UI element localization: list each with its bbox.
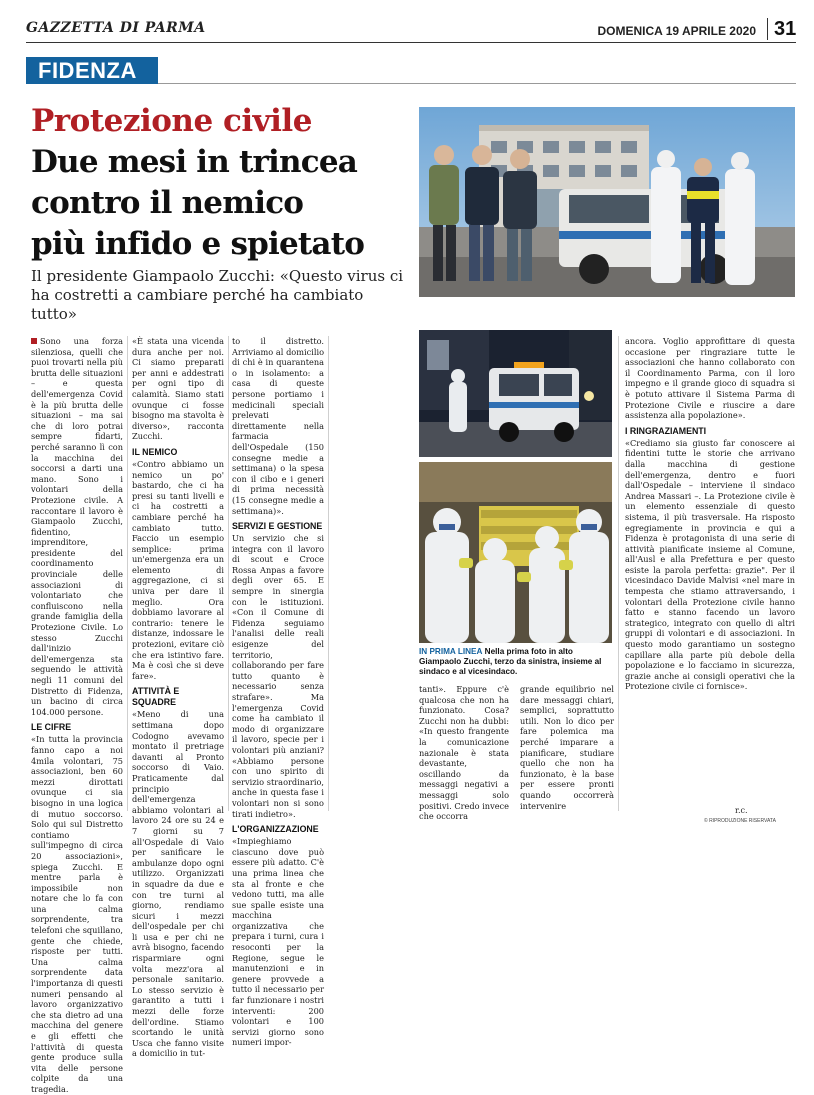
- body-paragraph: ancora. Voglio approfittare di questa occasione per ringraziare tutte le associazioni che hanno collaborato con il Coordinamento Parma, con il loro impegno e il grande gioco di squadra si è potuto attivare il Sistema Parma di Protezione Civile e riuscire a dare assistenza alla popolazione».: [625, 336, 795, 421]
- photo-group-vehicle: [419, 107, 795, 297]
- article-column-2: [132, 336, 224, 1059]
- article-column-4a: [419, 684, 509, 822]
- column-divider: [127, 336, 128, 811]
- copyright-notice: © RIPRODUZIONE RISERVATA: [704, 818, 776, 824]
- column-divider: [328, 336, 329, 811]
- author-signature: r.c.: [735, 806, 748, 815]
- subhead-organizzazione: L'ORGANIZZAZIONE: [232, 824, 319, 835]
- body-paragraph: «Meno di una settimana dopo Codogno avevamo montato il pretriage davanti al Pronto soccorso di Vaio. Praticamente dal principio dell'emergenza abbiamo volontari al lavoro 24 ore su 24 e 7 giorni su 7 all'Ospedale di Vaio per sanificare le ambulanze dopo ogni utilizzo. Organizzati in squadre da due e con tre turni al giorno, rendiamo sicuri i mezzi dell'ospedale per chi li usa e per chi ne avrà bisogno, facendo risparmiare ogni volta mezz'ora al personale sanitario. Lo stesso servizio è garantito a tutti i mezzi delle forze dell'ordine. Stiamo scortando le unità Usca che fanno visite a domicilio in tut-: [132, 709, 224, 1059]
- photo-volunteers-suits: [419, 462, 612, 643]
- article-column-5: [625, 336, 795, 692]
- body-paragraph: Un servizio che si integra con il lavoro di scout e Croce Rossa Anpas a favore degli over 65. E sempre in sinergia con le istituzioni. «Con il Comune di Fidenza seguiamo l'analisi delle reali esigenze del territorio, collaborando per fare tutto quanto è necessario senza strafare». Ma l'emergenza Covid come ha cambiato il modo di organizzare il lavoro, specie per i volontari più anziani? «Abbiamo persone con uno spirito di servizio straordinario, anche in questa fase i volontari non si sono tirati indietro».: [232, 533, 324, 819]
- subhead-il-nemico: IL NEMICO: [132, 446, 178, 457]
- section-label: FIDENZA: [26, 57, 158, 84]
- body-paragraph: Sono una forza silenziosa, quelli che puoi trovarti nella più brutta delle situazioni – e questa dell'emergenza Covid è la più brutta delle situazioni – ma sai che di loro potrai sempre fidarti, perché saranno lì con la macchina dei soccorsi a darti una mano. Sono i volontari della Protezione civile. A raccontare il lavoro è Giampaolo Zucchi, fidentino, imprenditore, presidente del coordinamento provinciale delle associazioni di volontariato che confluiscono nella grande famiglia della Protezione Civile. Lo stesso Zucchi dall'inizio dell'emergenza sta seguendo le attività negli 11 comuni del Distretto di Fidenza, un bacino di circa 104.000 persone.: [31, 336, 123, 717]
- body-paragraph: «Crediamo sia giusto far conoscere ai fidentini tutte le storie che arrivano dalla macchina di gestione dell'emergenza, dentro e fuori dall'Ospedale – interviene il sindaco Andrea Massari –. La Protezione civile è un elemento essenziale di questo sistema, il più trasversale. Ha risposto egregiamente in provincia e qui a Fidenza è protagonista di una serie di attività pianificate insieme al Comune, all'Ausl e alla Prefettura e per questo esiste la parola perfetta: grazie". Per il vicesindaco Davide Malvisi «nel mare in tempesta che stiamo attraversando, i volontari della Protezione civile hanno fatto e stanno facendo un lavoro strategico, integrato con quello di altri gruppi di volontari e di associazioni. In questo modo garantiamo un sostegno capillare alla parte più debole della popolazione e lo facciamo in sicurezza, grazie anche ai consigli operativi che la Protezione civile ci fornisce».: [625, 437, 795, 692]
- section-rule: [158, 83, 796, 84]
- body-paragraph: «In tutta la provincia fanno capo a noi 4mila volontari, 75 associazioni, ben 60 mezzi dirottati ovunque ci sia bisogno in una logica di mutuo soccorso. Solo qui sul Distretto contiamo sull'impegno di circa 20 associazioni», spiega Zucchi. E mentre parla è impossibile non notare che lo fa con una calma sorprendente, tra telefoni che squillano, gente che chiede, risposte per tutti. Una calma sorprendente data l'importanza di questi numeri pensando al lavoro organizzativo che sta dietro ad una macchina del genere e gli effetti che l'attività di questa gente produce sulla vita delle persone colpite da una tragedia.: [31, 734, 123, 1094]
- subhead-le-cifre: LE CIFRE: [31, 722, 72, 733]
- body-paragraph: tanti». Eppure c'è qualcosa che non ha funzionato. Cosa? Zucchi non ha dubbi: «In questo frangente la comunicazione nazionale è stata devastante, oscillando da messaggi negativi a messaggi solo positivi. Credo invece che occorra: [419, 684, 509, 822]
- article-column-4b: [520, 684, 614, 811]
- body-paragraph: «Impieghiamo ciascuno dove può essere più adatto. C'è una prima linea che sta al fronte e che vedono tutti, ma alle sue spalle esiste una macchina organizzativa che prepara i turni, cura i resoconti per la Regione, segue le manutenzioni e in genere provvede a tutto il necessario per far funzionare i nostri interventi: 200 volontari e 100 servizi giorno sono numeri impor-: [232, 836, 324, 1048]
- article-headline: [31, 142, 364, 265]
- body-paragraph: «È stata una vicenda dura anche per noi. Ci siamo preparati per anni e addestrati per ogni tipo di calamità. Siamo stati ovunque ci fosse bisogno ma stavolta è diverso», racconta Zucchi.: [132, 336, 224, 442]
- masthead-logo: GAZZETTA DI PARMA: [26, 20, 206, 36]
- header-rule: [26, 42, 796, 43]
- article-standfirst: Il presidente Giampaolo Zucchi: «Questo virus ci ha costretti a cambiare perché ha cambiato tutto»: [31, 267, 404, 323]
- photo-caption: [419, 647, 614, 677]
- subhead-attivita-squadre: ATTIVITÀ E SQUADRE: [132, 686, 180, 708]
- column-divider: [618, 336, 619, 811]
- headline-line: Due mesi in trincea: [31, 144, 358, 180]
- body-paragraph: to il distretto. Arriviamo al domicilio di chi è in quarantena o in isolamento: a casa di queste persone portiamo i medicinali speciali prelevati direttamente nella farmacia dell'Ospedale (150 consegne medie a settimana) o la spesa con il cibo e i generi di prima necessità (15 consegne medie a settimana)».: [232, 336, 324, 516]
- body-paragraph: «Contro abbiamo un nemico un po' bastardo, che ci ha presi su tanti livelli e ci ha costretti a cambiare perché ha cambiato tutto. Faccio un esempio semplice: prima un'emergenza era un elemento di aggregazione, ci si univa per dare il meglio. Ora dobbiamo lavorare al contrario: tenere le distanze, indossare le protezioni, evitare ciò che era istintivo fare. Ma è così che si deve fare».: [132, 458, 224, 681]
- issue-date: DOMENICA 19 APRILE 2020: [597, 24, 756, 38]
- photo-night-van: [419, 330, 612, 457]
- caption-text: Nella prima foto in alto Giampaolo Zucchi, terzo da sinistra, insieme al sindaco e al vicesindaco.: [419, 647, 602, 676]
- column-divider: [228, 336, 229, 811]
- subhead-ringraziamenti: I RINGRAZIAMENTI: [625, 425, 707, 436]
- subhead-servizi-gestione: SERVIZI E GESTIONE: [232, 521, 323, 532]
- article-column-1: [31, 336, 123, 1095]
- headline-line: contro il nemico: [31, 185, 304, 221]
- page-number: 31: [767, 18, 796, 40]
- article-column-3: [232, 336, 324, 1048]
- caption-label: IN PRIMA LINEA: [419, 647, 483, 656]
- article-kicker: Protezione civile: [31, 103, 312, 139]
- bullet-square-icon: [31, 338, 37, 344]
- headline-line: più infido e spietato: [31, 226, 365, 262]
- body-paragraph: grande equilibrio nel dare messaggi chiari, semplici, soprattutto utili. Non lo dico per fare polemica ma perché imparare a pianificare, studiare quello che non ha funzionato, è la base per essere pronti quando occorrerà intervenire: [520, 684, 614, 811]
